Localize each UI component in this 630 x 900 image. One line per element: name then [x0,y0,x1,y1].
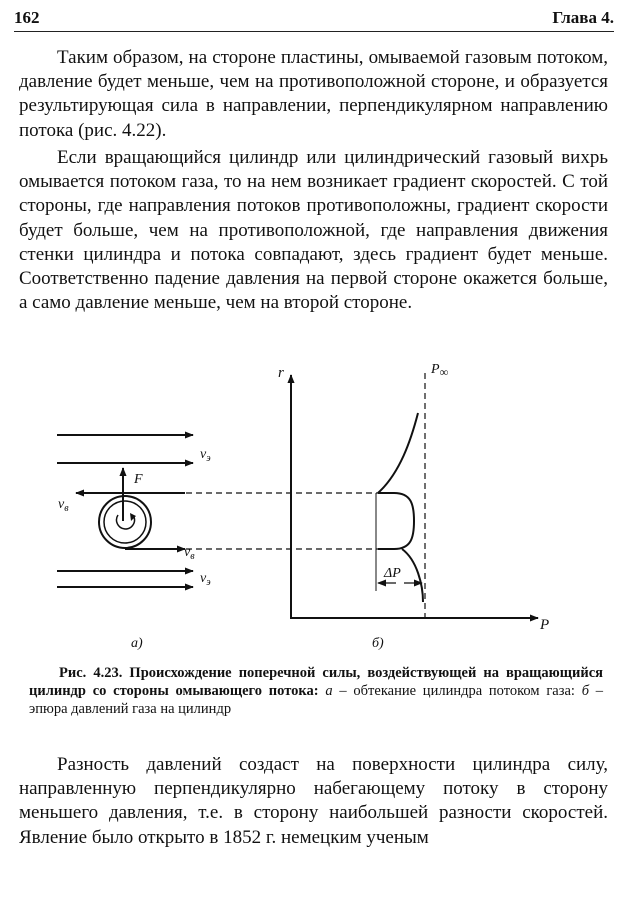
panel-b-label: б) [372,636,384,651]
p-axis-label: P [540,617,550,633]
chapter-title: Глава 4. [552,8,614,27]
pressure-curve-middle [378,493,414,549]
panel-a-diagram [57,435,211,651]
paragraph-2: Если вращающийся цилиндр или цилиндрический газовый вихрь омывается потоком газа, то на нем возникает градиент скоростей. С той стороны, где направления потоков противоположны, градиент скорости будет больше, чем на противоположной, где направления движения стенки цилиндра и потока совпадают, здесь градиент будет меньше. Соответственно падение давления на первой стороне окажется больше, а само давление меньше, чем на второй стороне. [19,147,608,314]
cylinder-outer [99,496,151,548]
page-header [14,8,614,32]
figure-caption [29,664,603,718]
paragraph-1: Таким образом, на стороне пластины, омываемой газовым потоком, давление будет меньше, чем на противоположной стороне, и образуется результирующая сила в направлении, перпендикулярном направлению потока (рис. 4.22). [19,47,608,141]
paragraph-3: Разность давлений создаст на поверхности цилиндра силу, направленную перпендикулярно набегающему потоку в сторону меньшего давления, т.е. в сторону наибольшей разности скоростей. Явление было открыто в 1852 г. немецким ученым [19,754,608,848]
v-v-label-right: $v_в$ [184,545,195,562]
r-axis-label: r [278,365,284,381]
delta-p-label: ΔP [384,566,401,581]
panel-a-label: а) [131,636,143,651]
force-label: F [134,472,143,487]
v-e-label-bottom: $v_э$ [200,571,211,588]
v-e-label-top: $v_э$ [200,447,211,464]
page-number: 162 [14,8,40,27]
caption-a-letter: а [325,683,333,699]
p-infinity-label: P∞ [431,362,449,379]
figure-4-23 [0,355,630,660]
caption-a-text: – обтекание цилиндра потоком газа: [332,683,582,699]
panel-b-diagram [278,362,549,651]
v-v-label-left: $v_в$ [58,497,69,514]
caption-b-letter: б [581,683,589,699]
pressure-curve-bottom [402,549,423,602]
caption-title: Рис. 4.23. Происхождение поперечной силы, воздействующей на вращающийся цилиндр со стороны омывающего потока: [29,665,603,699]
figure-diagram [0,355,630,660]
cylinder-inner [104,501,146,543]
pressure-curve-top [378,413,418,493]
header-rule [14,31,614,32]
caption-b-text: – эпюра давлений газа на цилиндр [29,683,604,717]
